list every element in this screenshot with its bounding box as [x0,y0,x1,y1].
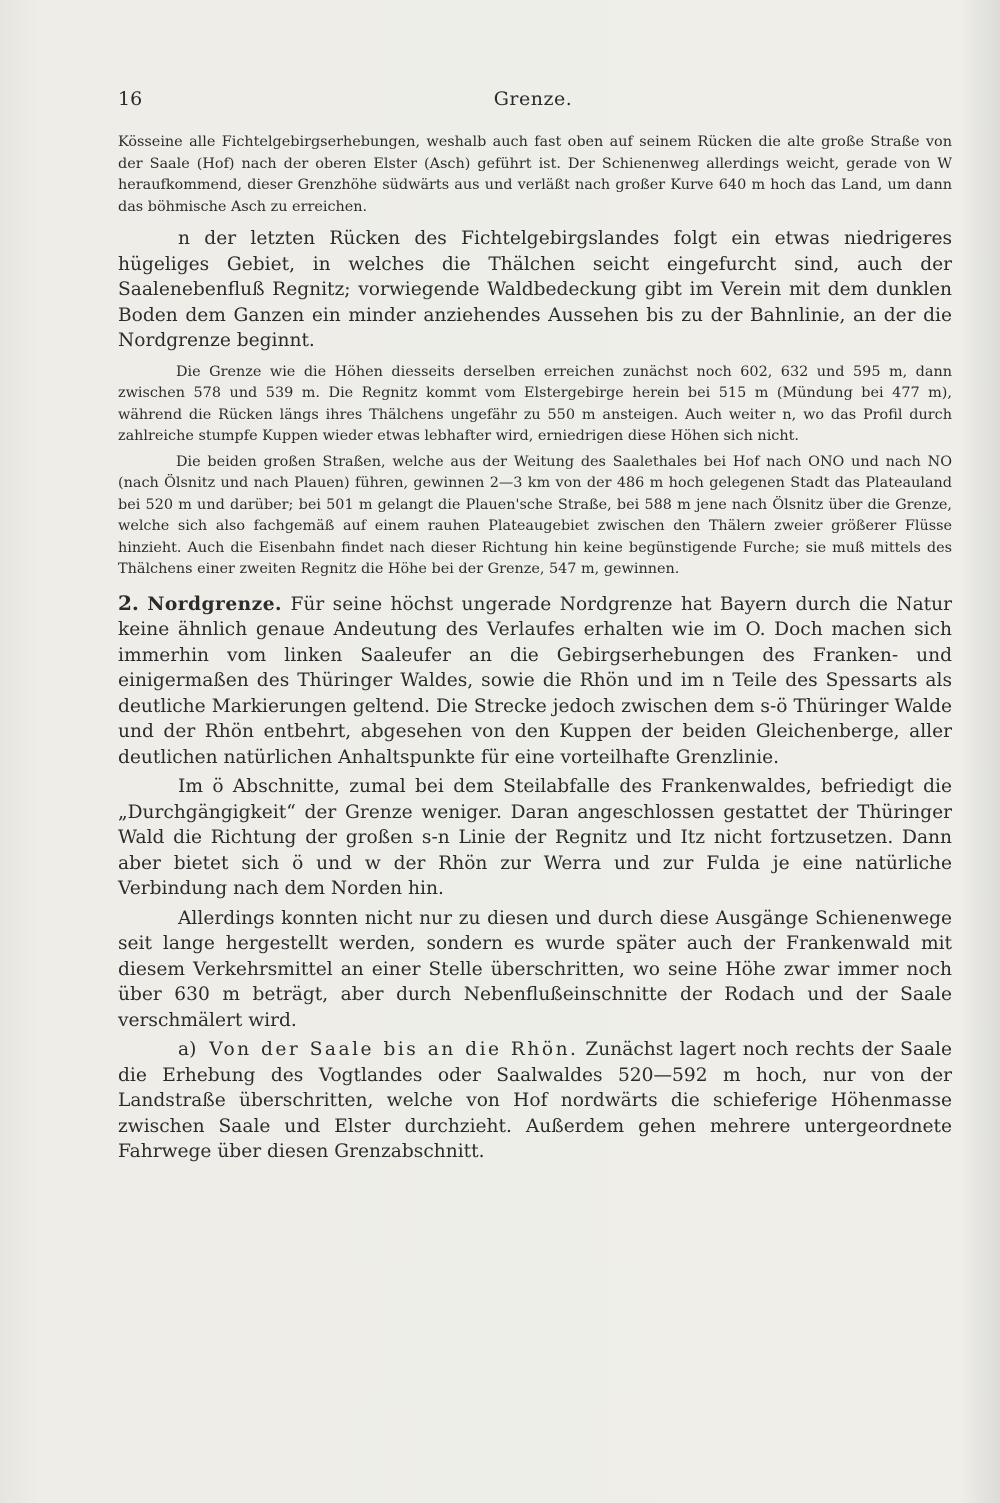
section-2-paragraph [118,591,952,771]
page-header [118,88,948,118]
subsection-title: Von der Saale bis an die Rhön. [209,1039,579,1060]
running-head: Grenze. [493,88,573,110]
paragraph-small-3: Die beiden großen Straßen, welche aus der Weitung des Saalethales bei Hof nach ONO und nach NO (nach Ölsnitz und nach Plauen) führen, gewinnen 2—3 km von der 486 m hoch gelegenen Stadt das Plateauland bei 520 m und darüber; bei 501 m gelangt die Plauen'sche Straße, bei 588 m jene nach Ölsnitz über die Grenze, welche sich also fachgemäß auf einem rauhen Plateaugebiet zwischen den Thälern zweier größerer Flüsse hinzieht. Auch die Eisenbahn findet nach dieser Richtung hin keine begünstigende Furche; sie muß mittels des Thälchens einer zweiten Regnitz die Höhe bei der Grenze, 547 m, gewinnen. [118,453,952,577]
section-number: 2. [118,590,139,615]
subsection-a-text: Zunächst lagert noch rechts der Saale die Erhebung des Vogtlandes oder Saalwaldes 520—592 m hoch, nur von der Landstraße überschritten, welche von Hof nordwärts die schieferige Höhenmasse zwischen Saale und Elster durchzieht. Außerdem gehen mehrere untergeordnete Fahrwege über diesen Grenzabschnitt. [118,1039,952,1162]
section-2-text: Für seine höchst ungerade Nordgrenze hat Bayern durch die Natur keine ähnlich genaue Andeutung des Verlaufes erhalten wie im O. Doch machen sich immerhin vom linken Saaleufer an die Gebirgserhebungen des Franken- und einigermaßen des Thüringer Waldes, sowie die Rhön und im n Teile des Spessarts als deutliche Markierungen geltend. Die Strecke jedoch zwischen dem s-ö Thüringer Walde und der Rhön entbehrt, abgesehen von den Kuppen der beiden Gleichenberge, aller deutlichen natürlichen Anhaltspunkte für eine vorteilhafte Grenzlinie. [118,593,952,768]
paragraph-large-3: Allerdings konnten nicht nur zu diesen und durch diese Ausgänge Schienenwege seit lange hergestellt werden, sondern es wurde später auch der Frankenwald mit diesem Verkehrsmittel an einer Stelle überschritten, wo seine Höhe zwar immer noch über 630 m beträgt, aber durch Nebenflußeinschnitte der Rodach und der Saale verschmälert wird. [118,907,952,1031]
subsection-a-paragraph [118,1037,952,1165]
paragraph-small-1: Kösseine alle Fichtelgebirgserhebungen, weshalb auch fast oben auf seinem Rücken die alte große Straße von der Saale (Hof) nach der oberen Elster (Asch) geführt ist. Der Schienenweg allerdings weicht, gerade von W heraufkommend, dieser Grenzhöhe südwärts aus und verläßt nach großer Kurve 640 m hoch das Land, um dann das böhmische Asch zu erreichen. [118,134,952,215]
subsection-label: a) [178,1039,197,1060]
paragraph-large-1: n der letzten Rücken des Fichtelgebirgslandes folgt ein etwas niedrigeres hügeliges Gebiet, in welches die Thälchen seicht eingefurcht sind, auch der Saalenebenfluß Regnitz; vorwiegende Waldbedeckung gibt im Verein mit dem dunklen Boden dem Ganzen ein minder anziehendes Aussehen bis zu der Bahnlinie, an der die Nordgrenze beginnt. [118,228,952,351]
page-number: 16 [118,88,143,110]
section-title: Nordgrenze. [147,593,283,615]
page-body [118,132,952,1165]
paragraph-small-2: Die Grenze wie die Höhen diesseits derselben erreichen zunächst noch 602, 632 und 595 m, dann zwischen 578 und 539 m. Die Regnitz kommt vom Elstergebirge herein bei 515 m (Mündung bei 477 m), während die Rücken längs ihres Thälchens ungefähr zu 550 m ansteigen. Auch weiter n, wo das Profil durch zahlreiche stumpfe Kuppen wieder etwas lebhafter wird, erniedrigen diese Höhen sich nicht. [118,363,952,444]
paragraph-large-2: Im ö Abschnitte, zumal bei dem Steilabfalle des Frankenwaldes, befriedigt die „Durchgängigkeit“ der Grenze weniger. Daran angeschlossen gestattet der Thüringer Wald die Richtung der großen s-n Linie der Regnitz und Itz nicht fortzusetzen. Dann aber bietet sich ö und w der Rhön zur Werra und zur Fulda je eine natürliche Verbindung nach dem Norden hin. [118,776,952,899]
